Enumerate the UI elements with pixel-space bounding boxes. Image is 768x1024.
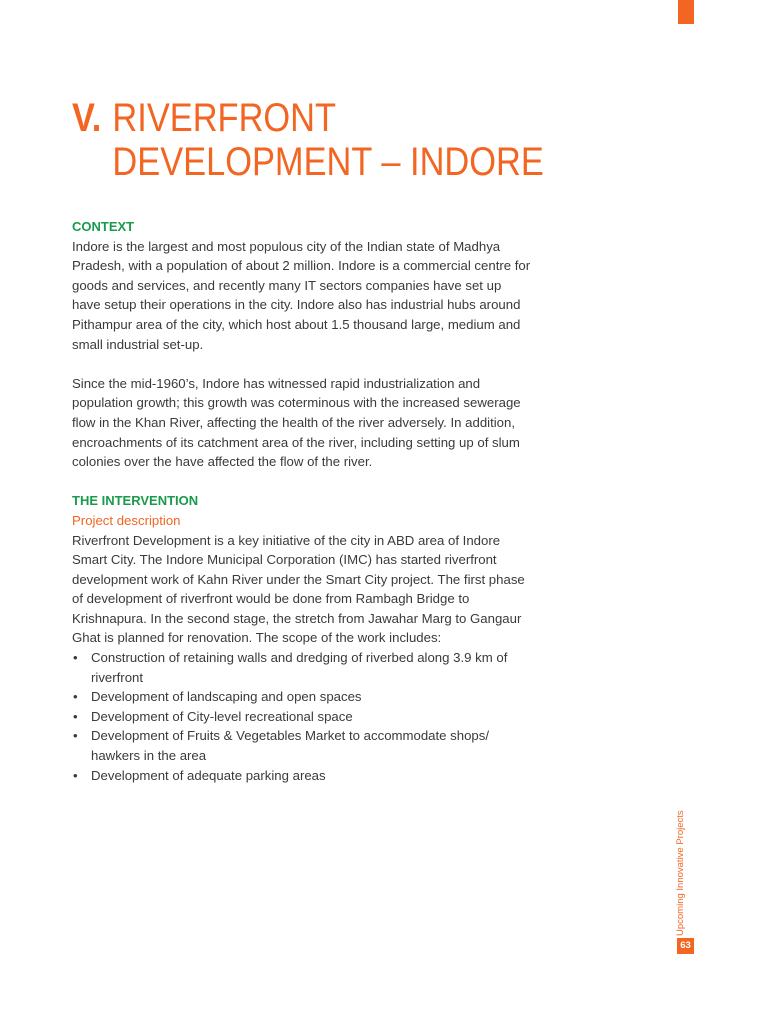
paragraph-spacer [72, 354, 532, 374]
bullet-icon: • [73, 767, 78, 783]
project-description-subheading: Project description [72, 512, 181, 528]
section-spacer [72, 472, 532, 492]
page-number: 63 [677, 938, 694, 954]
title-line-1: RIVERFRONT [112, 96, 337, 140]
context-paragraph-1: Indore is the largest and most populous city of the Indian state of Madhya Pradesh, with a population of about 2 million. Indore is a commercial centre for goods and services, and recently many IT sectors companies have set up have setup their operations in the city. Indore also has industrial hubs around Pithampur area of the city, which host about 1.5 thousand large, medium and small industrial set-up. [72, 238, 531, 352]
context-paragraph-2: Since the mid-1960’s, Indore has witnessed rapid industrialization and population growth; this growth was coterminous with the increased sewerage flow in the Khan River, affecting the health of the river adversely. In addition, encroachments of its catchment area of the river, including setting up of slum colonies over the have affected the flow of the river. [72, 375, 521, 470]
list-item: • Development of landscaping and open spaces [72, 687, 532, 707]
section-number: V. [72, 96, 102, 140]
scope-list [72, 648, 532, 785]
section-label-text: Upcoming Innovative Projects [675, 810, 686, 936]
context-heading: CONTEXT [72, 219, 135, 234]
list-item: • Construction of retaining walls and dredging of riverbed along 3.9 km of riverfront [73, 650, 508, 685]
bullet-icon: • [73, 728, 78, 744]
page-title [72, 96, 544, 184]
list-item: • Development of adequate parking areas [72, 766, 532, 786]
bullet-icon: • [73, 689, 78, 705]
list-item: • Development of City-level recreational space [72, 707, 532, 727]
list-item: • Development of Fruits & Vegetables Market to accommodate shops/ hawkers in the area [73, 728, 490, 764]
bullet-icon: • [73, 650, 78, 666]
main-content [72, 217, 532, 785]
bullet-icon: • [73, 708, 78, 724]
section-side-label [675, 808, 694, 936]
top-accent-tab [678, 0, 694, 24]
intervention-paragraph: Riverfront Development is a key initiative of the city in ABD area of Indore Smart City. The Indore Municipal Corporation (IMC) has started riverfront development work of Kahn River under the Smart City project. The first phase of development of riverfront would be done from Rambagh Bridge to Krishnapura. In the second stage, the stretch from Jawahar Marg to Gangaur Ghat is planned for renovation. The scope of the work includes: [72, 532, 525, 646]
title-line-2: DEVELOPMENT – INDORE [112, 140, 544, 184]
intervention-heading: THE INTERVENTION [72, 493, 199, 509]
